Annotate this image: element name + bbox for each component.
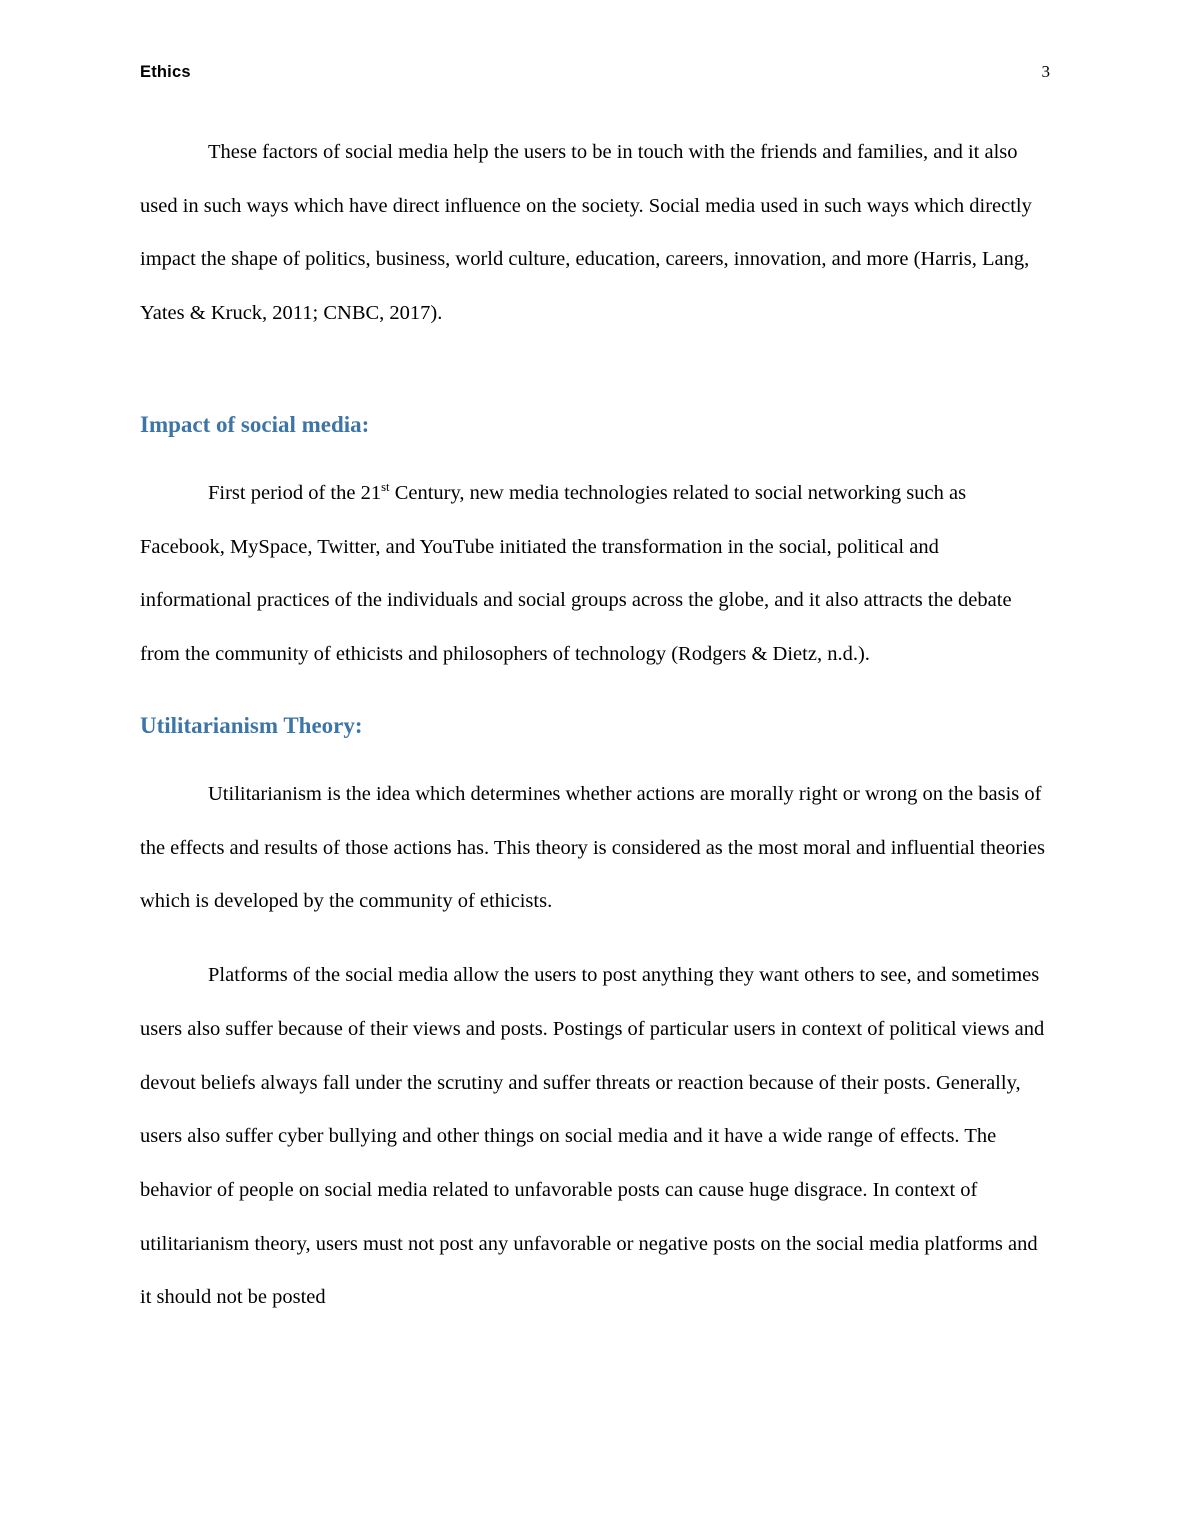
paragraph-platforms: Platforms of the social media allow the users to post anything they want others to see, and sometimes users also suffer because of their views and posts. Postings of particular users in context of political views and devout beliefs always fall under the scrutiny and suffer threats or reaction because of their posts. Generally, users also suffer cyber bullying and other things on social media and it have a wide range of effects. The behavior of people on social media related to unfavorable posts can cause huge disgrace. In context of utilitarianism theory, users must not post any unfavorable or negative posts on the social media platforms and it should not be posted <box>140 964 1045 1309</box>
ordinal-suffix: st <box>381 480 390 495</box>
spacer <box>140 742 1050 768</box>
spacer <box>140 347 1050 409</box>
heading-impact-of-social-media: Impact of social media: <box>140 411 370 437</box>
running-head: Ethics <box>140 63 191 81</box>
heading-utilitarianism-theory: Utilitarianism Theory: <box>140 712 363 738</box>
paragraph-intro: These factors of social media help the users to be in touch with the friends and families, and it also used in such ways which have direct influence on the society. Social media used in such ways which directly impact the shape of politics, business, world culture, education, careers, innovation, and more (Harris, Lang, Yates & Kruck, 2011; CNBC, 2017). <box>140 141 1032 325</box>
paragraph-impact-part2: Century, new media technologies related to social networking such as Facebook, MySpace, Twitter, and YouTube initiated the transformation in the social, political and informational practices of the individuals and social groups across the globe, and it also attracts the debate from the community of ethicists and philosophers of technology (Rodgers & Dietz, n.d.). <box>140 482 1012 666</box>
spacer <box>140 688 1050 710</box>
paragraph-impact <box>140 467 1050 682</box>
spacer <box>140 441 1050 467</box>
paragraph-utilitarianism-definition: Utilitarianism is the idea which determines whether actions are morally right or wrong on the basis of the effects and results of those actions has. This theory is considered as the most moral and influential theories which is developed by the community of ethicists. <box>140 783 1046 913</box>
page-header <box>140 62 1050 82</box>
spacer <box>140 935 1050 949</box>
paragraph-impact-part1: First period of the 21 <box>208 482 382 504</box>
page-number: 3 <box>1041 62 1050 81</box>
